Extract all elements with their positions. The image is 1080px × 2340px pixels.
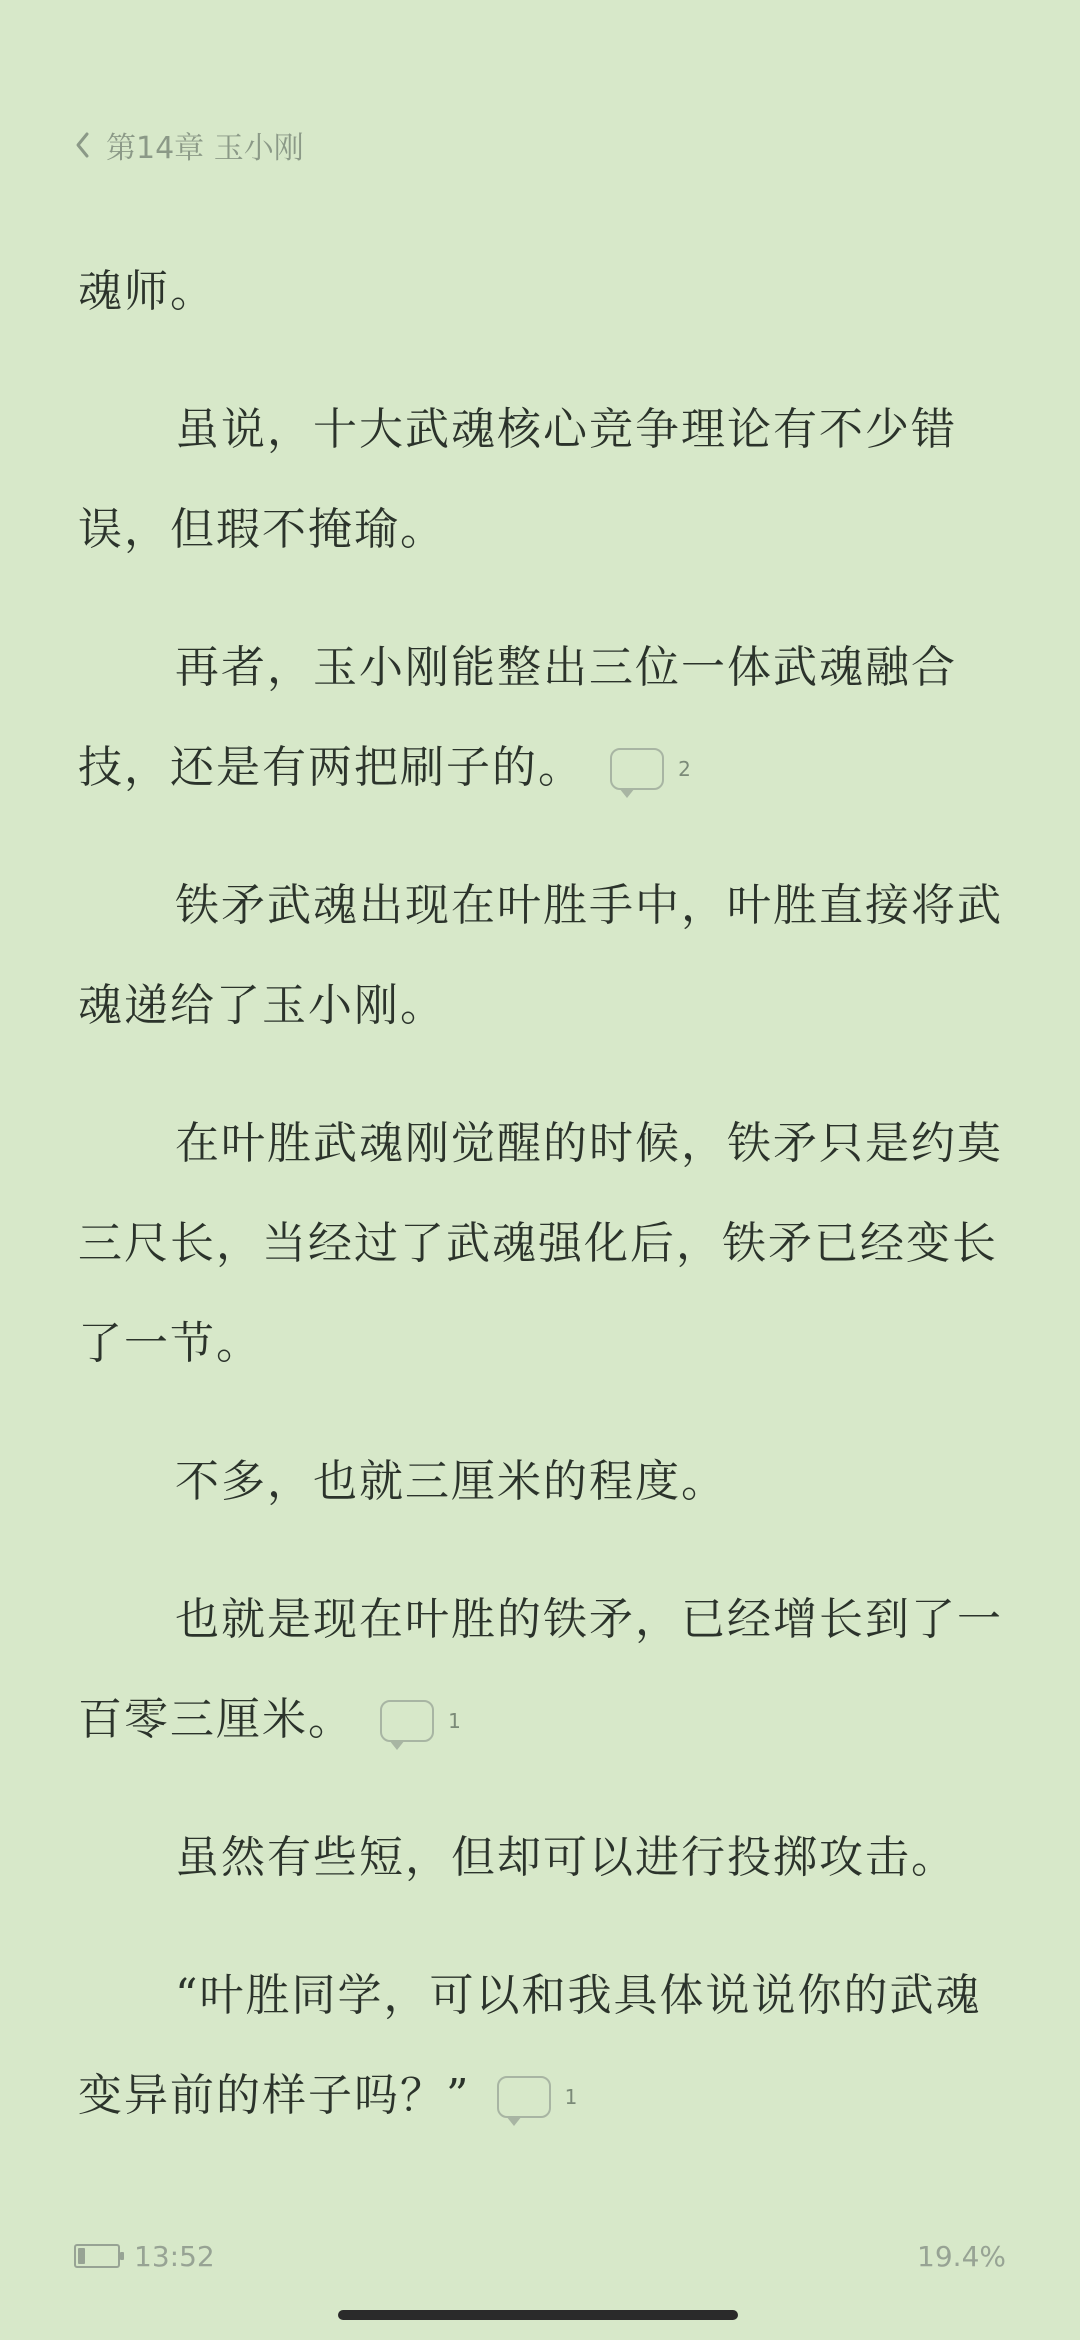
- chapter-title: 第14章 玉小刚: [106, 131, 304, 166]
- footer-time: 13:52: [134, 2239, 215, 2273]
- comment-count: 2: [678, 757, 693, 781]
- reading-footer: [74, 2232, 1006, 2280]
- paragraph-text: 也就是现在叶胜的铁矛，已经增长到了一百零三厘米。: [78, 1594, 1003, 1745]
- paragraph-7: [78, 1570, 1008, 1770]
- battery-icon: [74, 2244, 120, 2268]
- comment-count: 1: [448, 1709, 463, 1733]
- home-indicator[interactable]: [338, 2310, 738, 2320]
- reading-progress: 19.4%: [917, 2239, 1006, 2273]
- footer-status: [74, 2240, 215, 2273]
- paragraph-4: [78, 856, 1008, 1056]
- paragraph-text: 再者，玉小刚能整出三位一体武魂融合技，还是有两把刷子的。: [78, 642, 957, 793]
- comment-bubble-icon[interactable]: [380, 1700, 463, 1742]
- paragraph-text: 魂师。: [78, 266, 216, 317]
- paragraph-text: 虽然有些短，但却可以进行投掷攻击。: [175, 1832, 957, 1883]
- paragraph-8: [78, 1808, 1008, 1908]
- paragraph-3: [78, 618, 1008, 818]
- comment-count: 1: [564, 2085, 580, 2109]
- paragraph-text: 在叶胜武魂刚觉醒的时候，铁矛只是约莫三尺长，当经过了武魂强化后，铁矛已经变长了一节。: [78, 1118, 1003, 1369]
- paragraph-9: [78, 1946, 1008, 2146]
- paragraph-2: [78, 380, 1008, 580]
- paragraph-text: 不多，也就三厘米的程度。: [175, 1456, 727, 1507]
- paragraph-5: [78, 1094, 1008, 1394]
- paragraph-text: 铁矛武魂出现在叶胜手中，叶胜直接将武魂递给了玉小刚。: [78, 880, 1003, 1031]
- chapter-header[interactable]: [70, 120, 304, 170]
- reading-content[interactable]: [78, 242, 1008, 2184]
- chevron-left-icon[interactable]: [70, 127, 96, 163]
- paragraph-1: [78, 242, 1008, 342]
- paragraph-6: [78, 1432, 1008, 1532]
- comment-bubble-icon[interactable]: [497, 2076, 580, 2118]
- paragraph-text: 虽说，十大武魂核心竞争理论有不少错误，但瑕不掩瑜。: [78, 404, 957, 555]
- battery-fill: [78, 2248, 85, 2264]
- comment-bubble-icon[interactable]: [610, 748, 693, 790]
- paragraph-text: “叶胜同学，可以和我具体说说你的武魂变异前的样子吗？”: [78, 1970, 982, 2121]
